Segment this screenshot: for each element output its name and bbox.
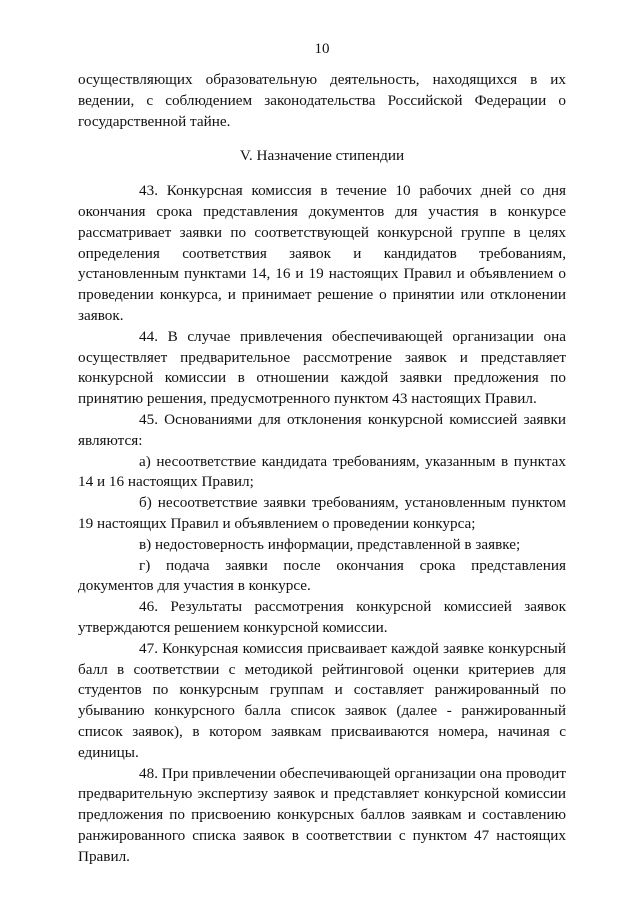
paragraph-45-b: б) несоответствие заявки требованиям, установленным пунктом 19 настоящих Правил и объявлением о проведении конкурса; [78, 494, 566, 532]
paragraph-48: 48. При привлечении обеспечивающей организации она проводит предварительную экспертизу заявок и представляет конкурсной комиссии предложения по присвоению конкурсных баллов заявкам и составлению ранжированного списка заявок в соответствии с пунктом 47 настоящих Правил. [78, 764, 566, 865]
paragraph-43: 43. Конкурсная комиссия в течение 10 рабочих дней со дня окончания срока представления документов для участия в конкурсе рассматривает заявки по соответствующей конкурсной группе в целях определения соответствия заявок и кандидатов требованиям, установленным пунктами 14, 16 и 19 настоящих Правил и объявлением о проведении конкурса, и принимает решение о принятии или отклонении заявок. [78, 182, 566, 324]
section-body [78, 181, 566, 867]
paragraph-45-d: г) подача заявки после окончания срока представления документов для участия в конкурсе. [78, 556, 566, 595]
continued-paragraph: осуществляющих образовательную деятельность, находящихся в их ведении, с соблюдением законодательства Российской Федерации о государственной тайне. [78, 71, 566, 130]
page-number: 10 [314, 41, 330, 57]
paragraph-45: 45. Основаниями для отклонения конкурсной комиссией заявки являются: [78, 410, 566, 449]
paragraph-44: 44. В случае привлечения обеспечивающей организации она осуществляет предварительное рассмотрение заявок и представляет конкурсной комиссии в отношении каждой заявки предложения по принятию решения, предусмотренного пунктом 43 настоящих Правил. [78, 327, 566, 408]
paragraph-46: 46. Результаты рассмотрения конкурсной комиссией заявок утверждаются решением конкурсной комиссии. [78, 598, 566, 636]
paragraph-45-c: в) недостоверность информации, представленной в заявке; [139, 535, 521, 553]
section-heading: V. Назначение стипендии [239, 147, 405, 165]
paragraph-45-a: а) несоответствие кандидата требованиям, указанным в пунктах 14 и 16 настоящих Правил; [78, 452, 566, 491]
paragraph-47: 47. Конкурсная комиссия присваивает каждой заявке конкурсный балл в соответствии с методикой рейтинговой оценки критериев для студентов по конкурсным группам и составляет ранжированный по убыванию конкурсного балла список заявок (далее - ранжированный список заявок), в котором заявкам присваиваются номера, начиная с единицы. [78, 639, 566, 761]
